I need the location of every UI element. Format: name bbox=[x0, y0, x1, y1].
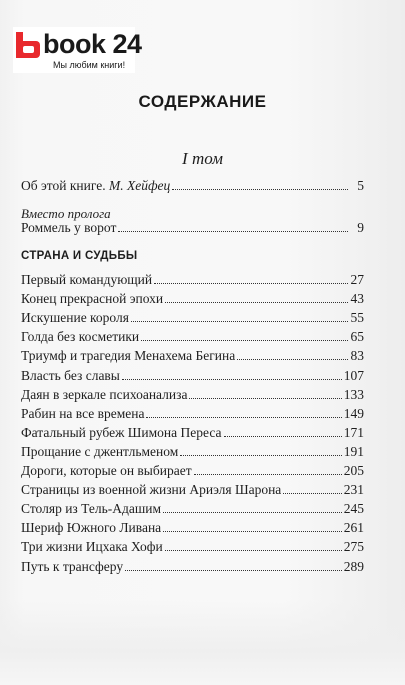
toc-entry-title: Даян в зеркале психоанализа bbox=[21, 386, 188, 402]
dot-leader bbox=[224, 425, 342, 437]
toc-entry bbox=[21, 501, 364, 517]
toc-entry-title: Шериф Южного Ливана bbox=[21, 520, 162, 536]
book24-logo-icon bbox=[16, 32, 40, 58]
toc-entry bbox=[21, 329, 364, 345]
dot-leader bbox=[141, 329, 348, 341]
toc-entry-prologue bbox=[21, 220, 364, 236]
toc-entry-page: 171 bbox=[343, 424, 364, 440]
dot-leader bbox=[165, 291, 348, 303]
toc-entry-page: 149 bbox=[343, 405, 364, 421]
toc-entry-page: 43 bbox=[350, 291, 364, 307]
toc-entry-title: Конец прекрасной эпохи bbox=[21, 291, 164, 307]
toc-entry-title: Триумф и трагедия Менахема Бегина bbox=[21, 348, 236, 364]
dot-leader bbox=[237, 348, 348, 360]
toc-entry-title: Голда без косметики bbox=[21, 329, 140, 345]
toc-entry bbox=[21, 368, 364, 384]
toc-entry-page: 289 bbox=[343, 558, 364, 574]
toc-entry-page: 55 bbox=[350, 310, 364, 326]
toc-entry-page: 83 bbox=[350, 348, 364, 364]
toc-entry-page: 5 bbox=[357, 178, 364, 193]
dot-leader bbox=[163, 520, 342, 532]
toc-entry-page: 191 bbox=[343, 443, 364, 459]
toc-entry bbox=[21, 463, 364, 479]
dot-leader bbox=[163, 501, 342, 513]
toc-entry-page: 231 bbox=[343, 482, 364, 498]
toc-entry-title: Роммель у ворот bbox=[21, 220, 117, 235]
logo-brand: book 24 bbox=[43, 29, 142, 59]
toc-entry-page: 9 bbox=[357, 220, 364, 235]
toc-entry-title: Рабин на все времена bbox=[21, 405, 145, 421]
toc-entry-intro bbox=[21, 178, 364, 194]
volume-heading: I том bbox=[182, 149, 223, 168]
toc-entry bbox=[21, 482, 364, 498]
toc-entry-title: Власть без славы bbox=[21, 367, 120, 383]
dot-leader bbox=[131, 310, 348, 322]
dot-leader bbox=[172, 178, 348, 190]
page-title: СОДЕРЖАНИЕ bbox=[138, 92, 267, 111]
toc-entry-title: Дороги, которые он выбирает bbox=[21, 463, 192, 478]
dot-leader bbox=[180, 444, 341, 456]
page-shadow bbox=[0, 600, 405, 685]
dot-leader bbox=[125, 559, 342, 571]
toc-entry-title: Фатальный рубеж Шимона Переса bbox=[21, 424, 222, 440]
toc-entry bbox=[21, 272, 364, 288]
toc-entry-page: 27 bbox=[350, 272, 364, 287]
toc-entry-page: 65 bbox=[350, 329, 364, 345]
dot-leader bbox=[189, 387, 341, 399]
dot-leader bbox=[146, 406, 341, 418]
dot-leader bbox=[165, 539, 342, 551]
dot-leader bbox=[154, 272, 348, 284]
toc-entry-title: Прощание с джентльменом bbox=[21, 443, 179, 459]
dot-leader bbox=[122, 368, 342, 380]
toc-entry-page: 261 bbox=[343, 520, 364, 536]
dot-leader bbox=[118, 220, 348, 232]
toc-entry-title: Искушение короля bbox=[21, 310, 129, 326]
toc-entry-title: Об этой книге. М. Хейфец bbox=[21, 178, 171, 193]
toc-entry-page: 205 bbox=[343, 463, 364, 478]
toc-entry-title: Столяр из Тель-Адашим bbox=[21, 501, 162, 517]
book24-logo bbox=[13, 27, 142, 73]
toc-entry bbox=[21, 310, 364, 326]
toc-entry-title: Первый командующий bbox=[21, 272, 153, 287]
toc-entry bbox=[21, 520, 364, 536]
toc-entry-title: Страницы из военной жизни Ариэля Шарона bbox=[21, 482, 282, 498]
toc-entry bbox=[21, 559, 364, 575]
dot-leader bbox=[194, 463, 342, 475]
section-title: СТРАНА И СУДЬБЫ bbox=[21, 250, 138, 262]
toc-entry bbox=[21, 406, 364, 422]
toc-entry-page: 107 bbox=[343, 367, 364, 383]
toc-entry-page: 245 bbox=[343, 501, 364, 517]
toc-entry bbox=[21, 539, 364, 555]
toc-entry bbox=[21, 348, 364, 364]
prologue-label: Вместо пролога bbox=[21, 206, 111, 221]
toc-entry bbox=[21, 425, 364, 441]
toc-entry bbox=[21, 387, 364, 403]
toc-entry-author: М. Хейфец bbox=[108, 178, 171, 193]
logo-slogan: Мы любим книги! bbox=[53, 60, 126, 70]
toc-entry-page: 275 bbox=[343, 539, 364, 555]
toc-entry-title: Путь к трансферу bbox=[21, 558, 124, 574]
toc-entry-title: Три жизни Ицхака Хофи bbox=[21, 539, 163, 555]
toc-entry bbox=[21, 291, 364, 307]
toc-entry-page: 133 bbox=[343, 386, 364, 402]
dot-leader bbox=[283, 482, 341, 494]
toc-entry bbox=[21, 444, 364, 460]
